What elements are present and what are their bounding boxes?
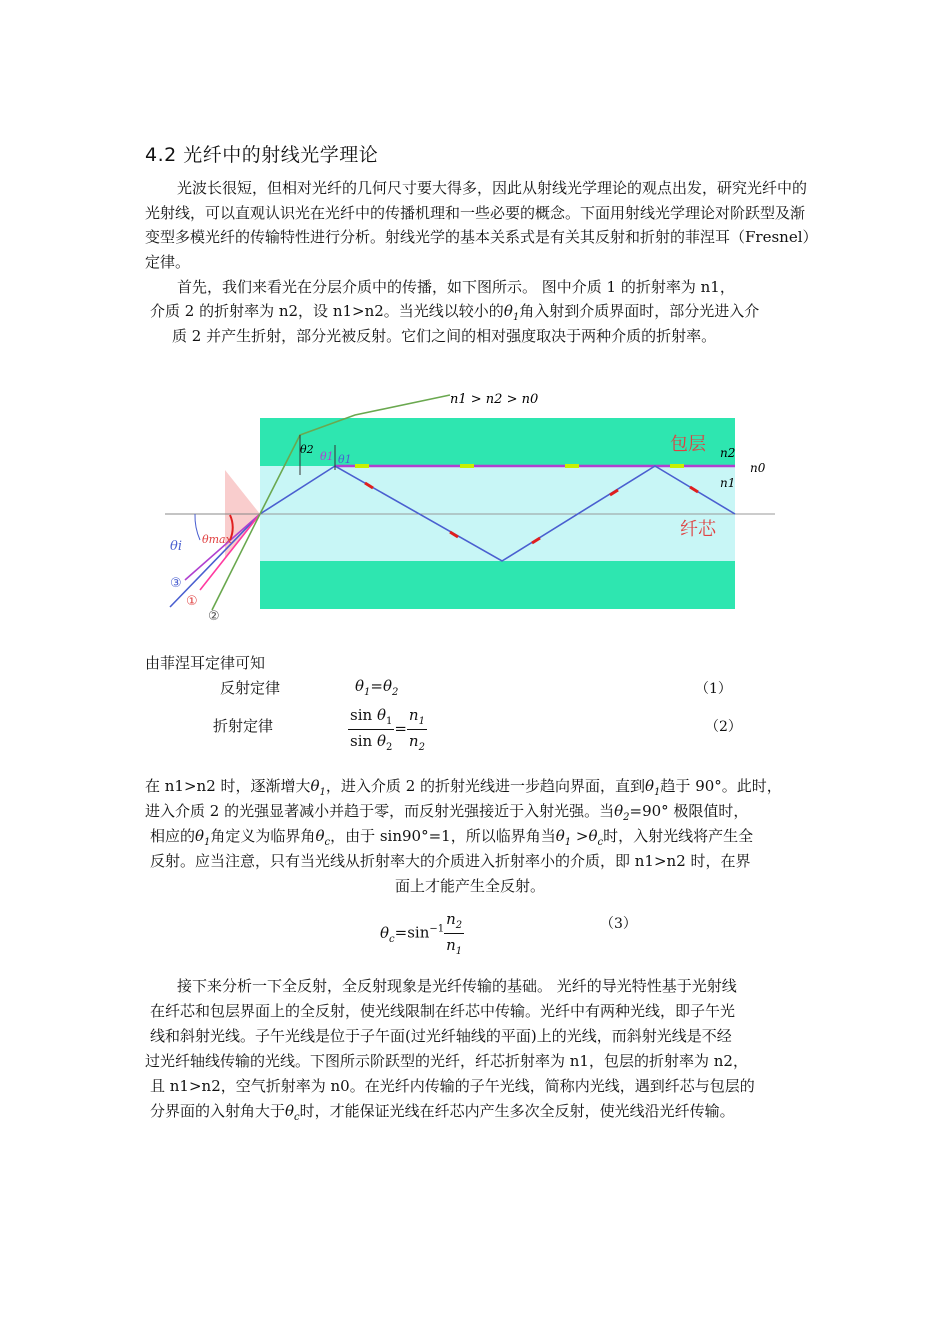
critical-l2a: 进入介质 2 的光强显著减小并趋于零，而反射光强接近于入射光强。当	[145, 802, 615, 820]
critical-l3b: 角定义为临界角	[210, 827, 316, 845]
critical-l1a: 在 n1>n2 时，逐渐增大	[145, 777, 311, 795]
intro-text-1: 光波长很短，但相对光纤的几何尺寸要大得多，因此从射线光学理论的观点出发，研究光纤中的光射线，可以直观认识光在光纤中的传播机理和一些必要的概念。下面用射线光学理论对阶跃型及渐变型多模光纤的传输特性进行分析。射线光学的基本关系式是有关其反射和折射的菲涅耳（Fresnel）定律。	[145, 179, 810, 271]
critical-line-1: 在 n1>n2 时，逐渐增大$\theta_1$，进入介质 2 的折射光线进一步趋向界面，直到$\theta_1$趋于 90°。此时，	[145, 777, 782, 798]
tir-l6a: 分界面的入射角大于	[150, 1102, 286, 1120]
ray1-label: ①	[186, 594, 198, 609]
critical-line-5: 面上才能产生全反射。	[395, 877, 546, 895]
tir-line-6: 分界面的入射角大于$\theta_c$时，才能保证光线在纤芯内产生多次全反射，使光线沿光纤传输。	[150, 1102, 735, 1123]
reflection-label: 反射定律	[220, 679, 281, 697]
tir-line-1: 接下来分析一下全反射，全反射现象是光纤传输的基础。 光纤的导光特性基于光射线	[177, 977, 737, 995]
tir-line-4: 过光纤轴线传输的光线。下图所示阶跃型的光纤，纤芯折射率为 n1，包层的折射率为 n2，	[145, 1052, 748, 1070]
n0-label: n0	[750, 461, 766, 475]
tir-line-3: 线和斜射光线。子午光线是位于子午面(过光纤轴线的平面)上的光线，而斜射光线是不经	[150, 1027, 732, 1045]
intro-line-2-2b: 角入射到介质界面时，部分光进入介	[519, 302, 760, 320]
fiber-ray-diagram	[160, 375, 780, 625]
critical-l3c: ，由于 sin90°=1，所以临界角当	[330, 827, 556, 845]
refraction-eq-num: （2）	[705, 719, 742, 735]
theta-i-label: θi	[170, 539, 182, 554]
ray-3	[185, 514, 260, 580]
tir-l6b: 时，才能保证光线在纤芯内产生多次全反射，使光线沿光纤传输。	[299, 1102, 735, 1120]
theta1-label: θ1	[320, 450, 334, 463]
ray3-label: ③	[170, 576, 182, 591]
refraction-equation: $\frac{\sin \theta_1}{\sin \theta_2}$ = $\frac{n_1}{n_2}$	[350, 706, 425, 753]
index-relation: n1 > n2 > n0	[450, 392, 539, 407]
critical-l3d: >	[571, 827, 589, 845]
intro-line-2-1: 首先，我们来看光在分层介质中的传播，如下图所示。 图中介质 1 的折射率为 n1，	[177, 278, 735, 296]
tir-line-2: 在纤芯和包层界面上的全反射，使光线限制在纤芯中传输。光纤中有两种光线，即子午光	[150, 1002, 736, 1020]
theta-max-label: θmax	[202, 533, 232, 546]
intro-line-2-2a: 介质 2 的折射率为 n2，设 n1>n2。当光线以较小的	[150, 302, 504, 320]
critical-l1c: 趋于 90°。此时，	[660, 777, 782, 795]
theta2-label: θ2	[300, 443, 314, 456]
n1-label: n1	[720, 476, 736, 490]
critical-line-3: 相应的$\theta_1$角定义为临界角$\theta_c$，由于 sin90°=1，所以临界角当$\theta_1 >\theta_c$时，入射光线将产生全	[150, 827, 754, 848]
intro-paragraph-1	[145, 176, 810, 274]
section-title: 4.2 光纤中的射线光学理论	[145, 144, 379, 166]
critical-l1b: ，进入介质 2 的折射光线进一步趋向界面，直到	[325, 777, 646, 795]
critical-l3a: 相应的	[150, 827, 196, 845]
critical-angle-equation: $\theta_c=\sin^{-1}$ $\frac{n_2}{n_1}$	[380, 910, 463, 957]
intro-line-2-3: 质 2 并产生折射，部分光被反射。它们之间的相对强度取决于两种介质的折射率。	[172, 327, 717, 345]
critical-line-2: 进入介质 2 的光强显著减小并趋于零，而反射光强接近于入射光强。当$\theta_2=90^\circ$ 极限值时，	[145, 802, 749, 823]
critical-line-4: 反射。应当注意，只有当光线从折射率大的介质进入折射率小的介质，即 n1>n2 时，在界	[150, 852, 751, 870]
theta1-inline: $\theta_1$	[503, 302, 520, 323]
reflection-equation: $\theta_1=\theta_2$	[355, 677, 399, 698]
ray2-label: ②	[208, 609, 220, 624]
theta1b-label: θ1	[338, 453, 352, 466]
critical-l2b: =90° 极限值时，	[629, 802, 749, 820]
cladding-label: 包层	[670, 434, 706, 455]
critical-eq-num: （3）	[600, 916, 637, 932]
critical-l3e: 时，入射光线将产生全	[603, 827, 754, 845]
core-label: 纤芯	[680, 519, 716, 540]
refraction-label: 折射定律	[213, 717, 274, 735]
cladding-bottom	[260, 561, 735, 609]
reflection-eq-num: （1）	[695, 681, 732, 697]
laws-intro: 由菲涅耳定律可知	[145, 654, 266, 672]
n2-label: n2	[720, 446, 736, 460]
tir-line-5: 且 n1>n2，空气折射率为 n0。在光纤内传输的子午光线，简称内光线，遇到纤芯与包层的	[150, 1077, 755, 1095]
intro-line-2-2	[150, 300, 759, 323]
